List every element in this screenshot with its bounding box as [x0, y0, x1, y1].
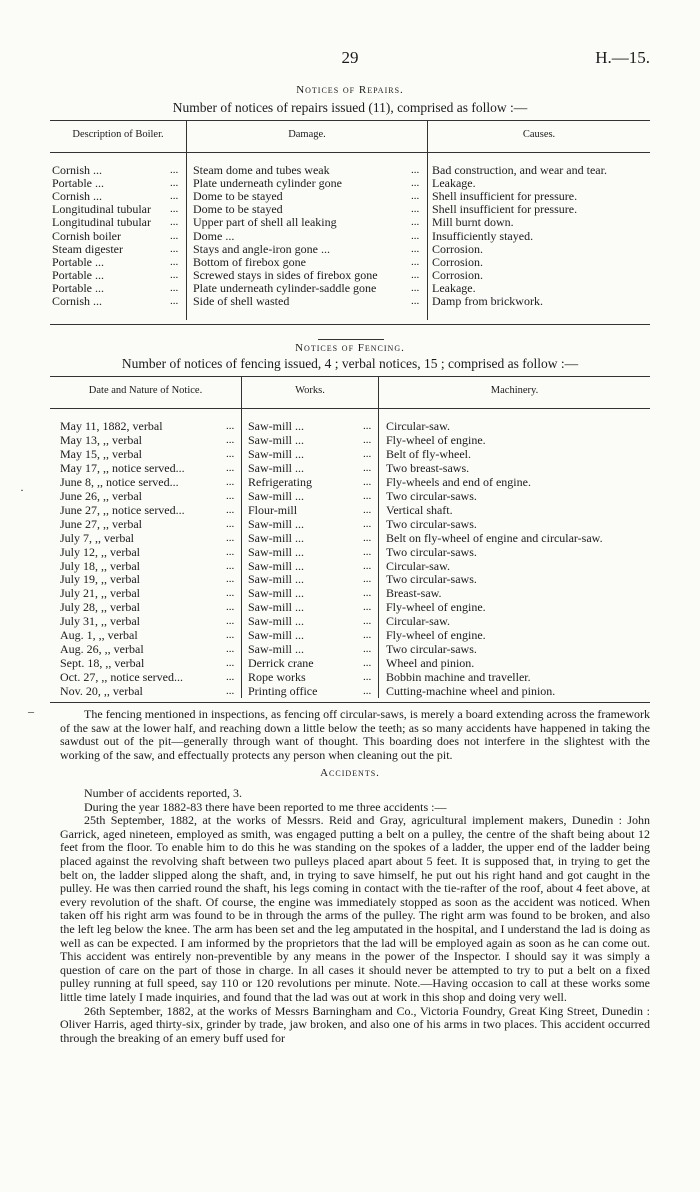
fencing-leader-r9-1: ... [363, 545, 372, 558]
fencing-cell-r6-c0: June 27, ,, notice served... [60, 502, 185, 517]
fencing-cell-r10-c1: Saw-mill ... [248, 558, 304, 573]
fencing-leader-r6-0: ... [226, 503, 235, 516]
accident-2: 26th September, 1882, at the works of Messrs Barningham and Co., Victoria Foundry, Great King Street, Dunedin : Oliver Harris, aged thirty-six, grinder by trade, jaw broken, and also one of his arms in two places. This accident occurred through the breaking of an emery buff used for [60, 1003, 650, 1045]
fencing-header-rule [50, 408, 650, 409]
fencing-leader-r3-1: ... [363, 461, 372, 474]
fencing-cell-r11-c2: Two circular-saws. [386, 572, 477, 587]
repairs-cell-r6-c2: Corrosion. [432, 241, 483, 256]
fencing-col-divider-1 [241, 376, 242, 698]
repairs-header-rule [50, 152, 650, 153]
fencing-cell-r8-c2: Belt on fly-wheel of engine and circular-saw. [386, 530, 603, 545]
fencing-cell-r18-c2: Bobbin machine and traveller. [386, 670, 531, 685]
repairs-leader-r10-1: ... [411, 295, 420, 307]
repairs-cell-r3-c2: Shell insufficient for pressure. [432, 202, 578, 217]
fencing-leader-r16-1: ... [363, 643, 372, 656]
fencing-leader-r16-0: ... [226, 643, 235, 656]
repairs-leader-r9-0: ... [170, 281, 179, 294]
fencing-leader-r7-1: ... [363, 517, 372, 530]
fencing-col-machinery: Machinery. [490, 385, 539, 396]
repairs-leader-r6-0: ... [170, 242, 179, 255]
fencing-cell-r13-c1: Saw-mill ... [248, 600, 304, 615]
fencing-leader-r18-0: ... [226, 671, 235, 684]
repairs-title: Notices of Repairs. [296, 84, 404, 96]
fencing-leader-r4-0: ... [226, 475, 235, 488]
fencing-col-date: Date and Nature of Notice. [88, 385, 203, 396]
repairs-cell-r2-c0: Cornish ... [52, 189, 103, 204]
fencing-leader-r0-0: ... [226, 420, 235, 432]
fencing-cell-r2-c0: May 15, ,, verbal [60, 446, 142, 461]
fencing-cell-r11-c1: Saw-mill ... [248, 572, 304, 587]
fencing-cell-r17-c0: Sept. 18, ,, verbal [60, 656, 145, 671]
repairs-cell-r0-c2: Bad construction, and wear and tear. [432, 163, 607, 177]
repairs-leader-r9-1: ... [411, 281, 420, 294]
fencing-cell-r15-c0: Aug. 1, ,, verbal [60, 628, 138, 643]
fencing-cell-r2-c2: Belt of fly-wheel. [386, 446, 471, 461]
fencing-leader-r15-1: ... [363, 629, 372, 642]
accidents-count: Number of accidents reported, 3. [84, 786, 242, 800]
fencing-leader-r1-0: ... [226, 433, 235, 446]
margin-dot: · [20, 483, 24, 497]
repairs-leader-r0-0: ... [170, 164, 179, 176]
fencing-title: Notices of Fencing. [295, 342, 405, 354]
accidents-title: Accidents. [320, 767, 380, 779]
fencing-col-works: Works. [295, 385, 325, 396]
repairs-leader-r0-1: ... [411, 164, 420, 176]
fencing-leader-r5-0: ... [226, 489, 235, 502]
fencing-leader-r2-0: ... [226, 447, 235, 460]
accidents-body [60, 787, 650, 1045]
repairs-cell-r1-c2: Leakage. [432, 176, 476, 191]
repairs-leader-r8-1: ... [411, 268, 420, 281]
fencing-cell-r0-c1: Saw-mill ... [248, 419, 304, 433]
fencing-cell-r16-c1: Saw-mill ... [248, 642, 304, 657]
fencing-leader-r10-0: ... [226, 559, 235, 572]
fencing-cell-r5-c1: Saw-mill ... [248, 488, 304, 503]
fencing-cell-r12-c0: July 21, ,, verbal [60, 586, 140, 601]
section-separator [318, 339, 384, 340]
fencing-leader-r8-1: ... [363, 531, 372, 544]
fencing-leader-r4-1: ... [363, 475, 372, 488]
repairs-cell-r9-c0: Portable ... [52, 280, 104, 295]
repairs-subtitle: Number of notices of repairs issued (11), comprised as follow :— [172, 100, 528, 115]
fencing-cell-r3-c1: Saw-mill ... [248, 460, 304, 475]
fencing-cell-r2-c1: Saw-mill ... [248, 446, 304, 461]
repairs-cell-r7-c2: Corrosion. [432, 254, 483, 269]
fencing-cell-r17-c2: Wheel and pinion. [386, 656, 475, 671]
repairs-cell-r0-c1: Steam dome and tubes weak [193, 163, 330, 177]
repairs-leader-r3-1: ... [411, 203, 420, 216]
fencing-cell-r18-c1: Rope works [248, 670, 306, 685]
fencing-cell-r14-c2: Circular-saw. [386, 614, 450, 629]
document-reference: H.—15. [595, 48, 650, 67]
repairs-cell-r8-c0: Portable ... [52, 267, 104, 282]
fencing-leader-r13-0: ... [226, 601, 235, 614]
fencing-cell-r1-c2: Fly-wheel of engine. [386, 432, 486, 447]
repairs-cell-r3-c1: Dome to be stayed [193, 202, 283, 217]
fencing-cell-r13-c2: Fly-wheel of engine. [386, 600, 486, 615]
fencing-cell-r3-c0: May 17, ,, notice served... [60, 460, 185, 475]
fencing-cell-r18-c0: Oct. 27, ,, notice served... [60, 670, 183, 685]
repairs-leader-r1-1: ... [411, 177, 420, 190]
fencing-col-divider-2 [378, 376, 379, 698]
fencing-subtitle: Number of notices of fencing issued, 4 ; verbal notices, 15 ; comprised as follow :— [121, 356, 579, 371]
fencing-leader-r17-1: ... [363, 657, 372, 670]
repairs-cell-r9-c1: Plate underneath cylinder-saddle gone [193, 280, 377, 295]
fencing-paragraph [60, 708, 650, 762]
repairs-leader-r2-1: ... [411, 190, 420, 203]
repairs-col-damage: Damage. [288, 129, 326, 140]
fencing-cell-r8-c0: July 7, ,, verbal [60, 530, 134, 545]
repairs-cell-r10-c0: Cornish ... [52, 294, 103, 308]
fencing-cell-r12-c2: Breast-saw. [386, 586, 442, 601]
accident-1: 25th September, 1882, at the works of Messrs. Reid and Gray, agricultural implement makers, Dunedin : John Garrick, aged nineteen, employed as smith, was engaged putting a belt on a pulley, the centre of the shaft being about 12 feet from the floor. To enable him to do this he was standing on the spokes of a ladder, the upper end of the ladder being placed against the revolving shaft between two pulleys placed apart about 5 feet. It is supposed that, in trying to get the belt on, the ladder slipped along the shaft, and, in trying to save himself, he put out his right hand and got caught in the pulley. He was then carried round the shaft, his legs coming in contact with the tie-rafter of the roof, about 4 feet above, at every revolution of the shaft. Of course, the engine was immediately stopped as soon as the accident was noticed. When taken off his right arm was found to be in through the arms of the pulley. The right arm was found to be broken, and also the left leg below the knee. The arm has been set and the leg amputated in the hospital, and I understand the lad is doing as well as can be expected. I am informed by the proprietors that the lad will be employed again as soon as he can come out. This accident was entirely non-preventible by any means in the power of the Inspector. I should say it was simply a question of care on the part of those in charge. In all cases it should never be attempted to try to put a belt on a fixed pulley running at full speed, say 110 or 120 revolutions per minute. Note.—Having occasion to call at these works some little time lately I made inquiries, and found that the lad was out at work in this shop and doing very well. [60, 813, 650, 1004]
repairs-leader-r10-0: ... [170, 295, 179, 307]
fencing-cell-r15-c2: Fly-wheel of engine. [386, 628, 486, 643]
fencing-cell-r19-c2: Cutting-machine wheel and pinion. [386, 684, 556, 699]
fencing-leader-r10-1: ... [363, 559, 372, 572]
fencing-cell-r4-c0: June 8, ,, notice served... [60, 474, 179, 489]
repairs-cell-r10-c1: Side of shell wasted [193, 294, 290, 308]
fencing-leader-r0-1: ... [363, 420, 372, 432]
fencing-leader-r5-1: ... [363, 489, 372, 502]
repairs-leader-r8-0: ... [170, 268, 179, 281]
repairs-cell-r8-c1: Screwed stays in sides of firebox gone [193, 267, 378, 282]
repairs-cell-r1-c0: Portable ... [52, 176, 104, 191]
repairs-col-divider-2 [427, 120, 428, 320]
repairs-leader-r5-1: ... [411, 229, 420, 242]
fencing-cell-r1-c0: May 13, ,, verbal [60, 432, 142, 447]
fencing-cell-r1-c1: Saw-mill ... [248, 432, 304, 447]
fencing-cell-r14-c1: Saw-mill ... [248, 614, 304, 629]
fencing-cell-r17-c1: Derrick crane [248, 656, 314, 671]
fencing-cell-r7-c2: Two circular-saws. [386, 516, 477, 531]
fencing-cell-r19-c0: Nov. 20, ,, verbal [60, 684, 143, 699]
fencing-cell-r3-c2: Two breast-saws. [386, 460, 470, 475]
fencing-leader-r12-0: ... [226, 587, 235, 600]
repairs-cell-r5-c2: Insufficiently stayed. [432, 228, 534, 243]
fencing-leader-r13-1: ... [363, 601, 372, 614]
fencing-cell-r9-c2: Two circular-saws. [386, 544, 477, 559]
repairs-leader-r3-0: ... [170, 203, 179, 216]
repairs-cell-r0-c0: Cornish ... [52, 163, 103, 177]
fencing-leader-r15-0: ... [226, 629, 235, 642]
repairs-cell-r4-c2: Mill burnt down. [432, 215, 514, 230]
fencing-cell-r9-c1: Saw-mill ... [248, 544, 304, 559]
repairs-cell-r4-c0: Longitudinal tubular [52, 215, 151, 230]
fencing-leader-r8-0: ... [226, 531, 235, 544]
repairs-cell-r4-c1: Upper part of shell all leaking [193, 215, 337, 230]
fencing-cell-r6-c2: Vertical shaft. [386, 502, 453, 517]
fencing-leader-r7-0: ... [226, 517, 235, 530]
repairs-leader-r4-1: ... [411, 216, 420, 229]
fencing-cell-r5-c2: Two circular-saws. [386, 488, 477, 503]
fencing-cell-r16-c0: Aug. 26, ,, verbal [60, 642, 144, 657]
fencing-leader-r17-0: ... [226, 657, 235, 670]
fencing-leader-r19-1: ... [363, 685, 372, 698]
fencing-leader-r14-0: ... [226, 615, 235, 628]
fencing-cell-r0-c0: May 11, 1882, verbal [60, 419, 163, 433]
fencing-cell-r12-c1: Saw-mill ... [248, 586, 304, 601]
fencing-leader-r11-1: ... [363, 573, 372, 586]
fencing-leader-r18-1: ... [363, 671, 372, 684]
fencing-cell-r7-c0: June 27, ,, verbal [60, 516, 142, 531]
repairs-cell-r6-c0: Steam digester [52, 241, 123, 256]
repairs-bottom-rule [50, 324, 650, 325]
repairs-cell-r6-c1: Stays and angle-iron gone ... [193, 241, 330, 256]
repairs-cell-r5-c1: Dome ... [193, 228, 235, 243]
fencing-cell-r13-c0: July 28, ,, verbal [60, 600, 140, 615]
fencing-cell-r6-c1: Flour-mill [248, 502, 298, 517]
repairs-leader-r5-0: ... [170, 229, 179, 242]
fencing-cell-r5-c0: June 26, ,, verbal [60, 488, 142, 503]
repairs-cell-r7-c1: Bottom of firebox gone [193, 254, 306, 269]
repairs-cell-r3-c0: Longitudinal tubular [52, 202, 151, 217]
fencing-leader-r12-1: ... [363, 587, 372, 600]
accidents-intro: During the year 1882-83 there have been reported to me three accidents :— [84, 799, 447, 814]
fencing-cell-r10-c0: July 18, ,, verbal [60, 558, 140, 573]
fencing-leader-r11-0: ... [226, 573, 235, 586]
repairs-leader-r6-1: ... [411, 242, 420, 255]
fencing-leader-r2-1: ... [363, 447, 372, 460]
fencing-leader-r9-0: ... [226, 545, 235, 558]
repairs-cell-r2-c2: Shell insufficient for pressure. [432, 189, 578, 204]
fencing-cell-r7-c1: Saw-mill ... [248, 516, 304, 531]
repairs-cell-r5-c0: Cornish boiler [52, 228, 121, 243]
page-number: 29 [341, 48, 359, 67]
fencing-cell-r9-c0: July 12, ,, verbal [60, 544, 140, 559]
repairs-top-rule [50, 120, 650, 121]
fencing-cell-r10-c2: Circular-saw. [386, 558, 450, 573]
repairs-col-causes: Causes. [522, 129, 556, 140]
fencing-leader-r19-0: ... [226, 685, 235, 698]
repairs-leader-r1-0: ... [170, 177, 179, 190]
repairs-cell-r9-c2: Leakage. [432, 280, 476, 295]
fencing-cell-r8-c1: Saw-mill ... [248, 530, 304, 545]
repairs-cell-r10-c2: Damp from brickwork. [432, 294, 543, 308]
fencing-cell-r4-c2: Fly-wheels and end of engine. [386, 474, 531, 489]
repairs-cell-r7-c0: Portable ... [52, 254, 104, 269]
fencing-cell-r4-c1: Refrigerating [248, 474, 312, 489]
fencing-bottom-rule [50, 702, 650, 703]
fencing-cell-r15-c1: Saw-mill ... [248, 628, 304, 643]
repairs-col-divider-1 [186, 120, 187, 320]
repairs-leader-r2-0: ... [170, 190, 179, 203]
fencing-cell-r0-c2: Circular-saw. [386, 419, 450, 433]
repairs-leader-r7-1: ... [411, 255, 420, 268]
fencing-leader-r3-0: ... [226, 461, 235, 474]
margin-mark: – [28, 704, 34, 718]
repairs-cell-r8-c2: Corrosion. [432, 267, 483, 282]
fencing-cell-r16-c2: Two circular-saws. [386, 642, 477, 657]
repairs-leader-r7-0: ... [170, 255, 179, 268]
repairs-leader-r4-0: ... [170, 216, 179, 229]
fencing-cell-r11-c0: July 19, ,, verbal [60, 572, 140, 587]
repairs-col-boiler: Description of Boiler. [72, 129, 164, 140]
fencing-paragraph-text: The fencing mentioned in inspections, as fencing off circular-saws, is merely a board extending across the framework of the saw at the lower half, and reaching down a little below the teeth; as so many accidents have happened in taking the sawdust out of the pit—generally through want of thought. This boarding does not interfere in the slightest with the working of the saw, and effectually protects any person when cleaning out the pit. [60, 707, 650, 762]
fencing-cell-r19-c1: Printing office [248, 684, 318, 699]
fencing-leader-r14-1: ... [363, 615, 372, 628]
fencing-leader-r1-1: ... [363, 433, 372, 446]
fencing-leader-r6-1: ... [363, 503, 372, 516]
repairs-cell-r2-c1: Dome to be stayed [193, 189, 283, 204]
fencing-top-rule [50, 376, 650, 377]
fencing-cell-r14-c0: July 31, ,, verbal [60, 614, 140, 629]
repairs-cell-r1-c1: Plate underneath cylinder gone [193, 176, 342, 191]
